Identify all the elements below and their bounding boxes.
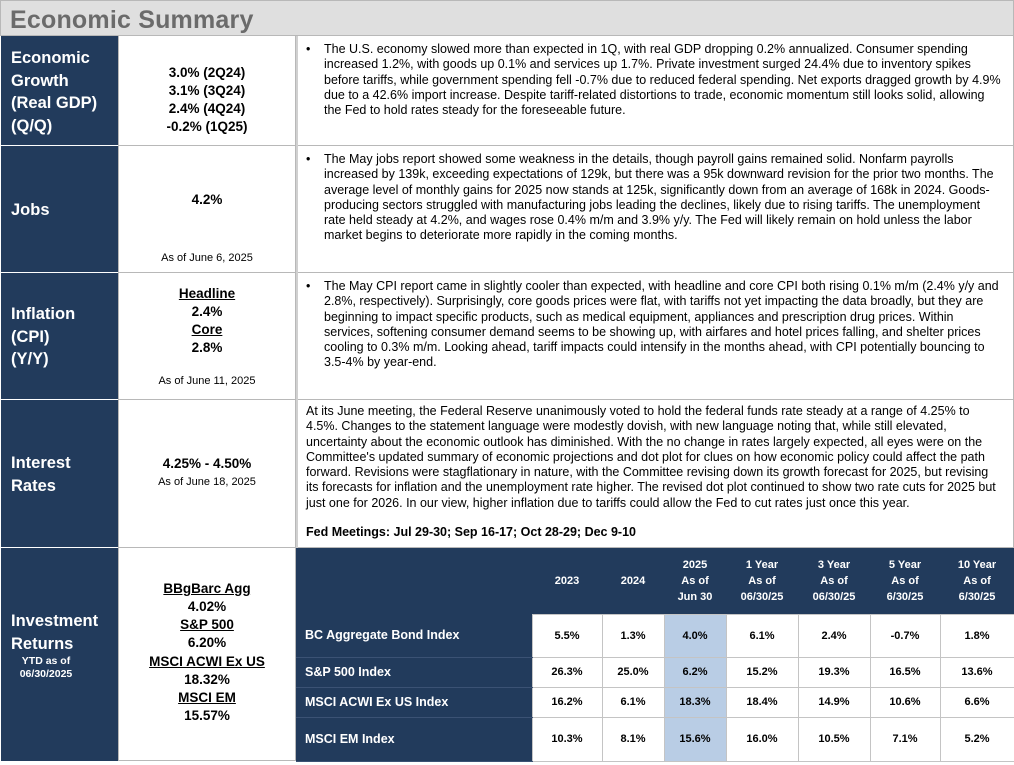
table-cell: 1.3% <box>602 614 664 657</box>
table-cell: 16.0% <box>726 717 798 761</box>
table-row <box>296 717 1014 761</box>
label-line: (CPI) <box>11 327 50 346</box>
as-of-date: As of June 11, 2025 <box>158 375 256 387</box>
table-cell: 5.5% <box>532 614 602 657</box>
table-cell: 25.0% <box>602 657 664 687</box>
header-cell: 10 Year As of 6/30/25 <box>940 548 1014 614</box>
table-cell: 16.2% <box>532 687 602 717</box>
fed-funds-range: 4.25% - 4.50% <box>162 456 252 471</box>
commentary-economic-growth <box>298 36 1014 146</box>
gdp-value: 2.4% (4Q24) <box>168 101 246 116</box>
label-line: Growth <box>11 71 69 90</box>
table-cell: 10.3% <box>532 717 602 761</box>
index-row-label: MSCI EM Index <box>296 717 532 761</box>
table-cell: 7.1% <box>870 717 940 761</box>
index-name: S&P 500 <box>180 617 234 632</box>
index-ytd-value: 15.57% <box>184 708 230 723</box>
bullet-icon: • <box>306 42 311 56</box>
commentary-jobs <box>298 146 1014 273</box>
table-cell: 16.5% <box>870 657 940 687</box>
commentary-text: At its June meeting, the Federal Reserve unanimously voted to hold the federal funds rate steady at a range of 4.25% to 4.5%. Changes to the statement language were modestly dovish, with new language noting that, while still elevated, uncertainty about the economic outlook has diminished. With the no change in rates largely expected, all eyes were on the Committee's updated summary of economic projections and dot plot for clues on how economic policy could affect the path forward. Revisions were stagflationary in nature, with the Committee revising down its growth forecast for 2025, but revising its forecasts for inflation and the unemployment rate higher. The revised dot plot continued to show two rate cuts for 2025 but just one for 2026. In our view, higher inflation due to tariffs could allow the Fed to cut rates just once this year. <box>306 404 996 510</box>
index-row-label: BC Aggregate Bond Index <box>296 614 532 657</box>
label-line: Jobs <box>11 201 50 219</box>
label-line: Interest <box>11 454 71 472</box>
fed-meetings: Fed Meetings: Jul 29-30; Sep 16-17; Oct 28-29; Dec 9-10 <box>306 525 636 539</box>
header-cell: 2024 <box>602 548 664 614</box>
header-cell-blank <box>296 548 532 614</box>
table-cell: 18.4% <box>726 687 798 717</box>
core-label: Core <box>191 322 223 337</box>
value-cell-jobs <box>118 146 296 273</box>
value-cell-inflation <box>118 273 296 400</box>
page-title: Economic Summary <box>10 6 254 34</box>
headline-label: Headline <box>178 286 236 301</box>
table-cell: 26.3% <box>532 657 602 687</box>
commentary-inflation <box>298 273 1014 400</box>
label-subline: 06/30/2025 <box>19 668 73 680</box>
table-cell: 15.2% <box>726 657 798 687</box>
value-cell-investment-returns <box>118 548 296 761</box>
table-cell: 6.1% <box>602 687 664 717</box>
label-subline: YTD as of <box>21 655 71 667</box>
bullet-icon: • <box>306 152 311 166</box>
header-cell: 2023 <box>532 548 602 614</box>
label-line: (Real GDP) <box>11 94 98 112</box>
index-name: MSCI ACWI Ex US <box>149 654 265 669</box>
commentary-interest-rates <box>298 400 1014 548</box>
row-label-jobs <box>1 146 118 273</box>
table-cell: 19.3% <box>798 657 870 687</box>
as-of-date: As of June 18, 2025 <box>158 476 256 488</box>
core-value: 2.8% <box>191 340 223 355</box>
value-cell-economic-growth <box>118 36 296 146</box>
unemployment-value: 4.2% <box>191 192 223 207</box>
table-cell-highlight: 18.3% <box>664 687 726 717</box>
table-header-row <box>296 548 1014 614</box>
commentary-text: The May jobs report showed some weakness in the details, though payroll gains remained solid. Nonfarm payrolls increased by 139k, exceeding expectations of 129k, but there was a 95k downward revision for the prior two months. The average level of monthly gains for 2025 now stands at 125k, significantly down from an average of 168k in 2024. Goods-producing sectors struggled with manufacturing jobs leading the declines, likely due to rising tariffs. The unemployment rate held steady at 4.2%, and wages rose 0.4% m/m and 3.9% y/y. The Fed will likely remain on hold unless the labor market begins to deteriorate more rapidly in the coming months. <box>324 152 994 243</box>
table-cell: 14.9% <box>798 687 870 717</box>
table-cell-highlight: 4.0% <box>664 614 726 657</box>
index-name: MSCI EM <box>178 690 236 705</box>
index-ytd-value: 18.32% <box>184 672 230 687</box>
index-name: BBgBarc Agg <box>163 581 251 596</box>
bullet-icon: • <box>306 279 311 293</box>
table-cell: 13.6% <box>940 657 1014 687</box>
index-ytd-value: 6.20% <box>187 635 227 650</box>
returns-table <box>296 548 1014 762</box>
row-label-inflation <box>1 273 118 400</box>
row-label-economic-growth <box>1 36 118 146</box>
headline-value: 2.4% <box>191 304 223 319</box>
table-cell: 6.6% <box>940 687 1014 717</box>
title-bar <box>0 0 1014 36</box>
table-cell: 10.6% <box>870 687 940 717</box>
table-cell-highlight: 15.6% <box>664 717 726 761</box>
index-row-label: MSCI ACWI Ex US Index <box>296 687 532 717</box>
table-row <box>296 614 1014 657</box>
header-cell: 1 Year As of 06/30/25 <box>726 548 798 614</box>
label-line: Economic <box>11 49 90 67</box>
table-row <box>296 657 1014 687</box>
label-line: (Q/Q) <box>11 116 53 135</box>
header-cell: 3 Year As of 06/30/25 <box>798 548 870 614</box>
table-cell: 1.8% <box>940 614 1014 657</box>
table-cell: 5.2% <box>940 717 1014 761</box>
table-cell-highlight: 6.2% <box>664 657 726 687</box>
header-cell: 5 Year As of 6/30/25 <box>870 548 940 614</box>
table-cell: -0.7% <box>870 614 940 657</box>
index-ytd-value: 4.02% <box>187 599 227 614</box>
label-line: Returns <box>11 634 74 653</box>
label-line: Investment <box>11 612 99 630</box>
row-label-interest-rates <box>1 400 118 548</box>
gdp-value: 3.1% (3Q24) <box>168 83 246 98</box>
label-line: (Y/Y) <box>11 350 49 368</box>
label-line: Inflation <box>11 305 76 323</box>
table-cell: 2.4% <box>798 614 870 657</box>
index-row-label: S&P 500 Index <box>296 657 532 687</box>
label-line: Rates <box>11 476 56 495</box>
header-cell: 2025 As of Jun 30 <box>664 548 726 614</box>
commentary-text: The U.S. economy slowed more than expected in 1Q, with real GDP dropping 0.2% annualized. Consumer spending increased 1.2%, with goods up 0.1% and services up 1.7%. Private investment surged 24.4% due to inventory spikes before tariffs, while government spending fell -0.7% due to reduced federal spending. Net exports dragged growth by 4.9% due to a 42.6% import increase. Despite tariff-related distortions to trade, economic momentum still looks solid, allowing the Fed to hold rates steady for the foreseeable future. <box>324 42 1001 118</box>
row-label-investment-returns <box>1 548 118 761</box>
table-cell: 6.1% <box>726 614 798 657</box>
value-cell-interest-rates <box>118 400 296 548</box>
table-cell: 8.1% <box>602 717 664 761</box>
table-row <box>296 687 1014 717</box>
gdp-value: -0.2% (1Q25) <box>166 119 248 134</box>
table-cell: 10.5% <box>798 717 870 761</box>
commentary-text: The May CPI report came in slightly cooler than expected, with headline and core CPI both rising 0.1% m/m (2.4% y/y and 2.8%, respectively). Surprisingly, core goods prices were flat, with tariffs not yet impacting the data broadly, but they are beginning to impact specific products, such as medical equipment, appliances and prescription drug prices. Within services, softening consumer demand seems to be showing up, with airfares and hotel prices falling, and shelter prices cooling to 0.3% m/m. Looking ahead, tariff impacts could intensify in the months ahead, with CPI potentially bouncing to 3.5-4% by year-end. <box>324 279 999 370</box>
as-of-date: As of June 6, 2025 <box>161 252 253 264</box>
gdp-value: 3.0% (2Q24) <box>168 65 246 80</box>
